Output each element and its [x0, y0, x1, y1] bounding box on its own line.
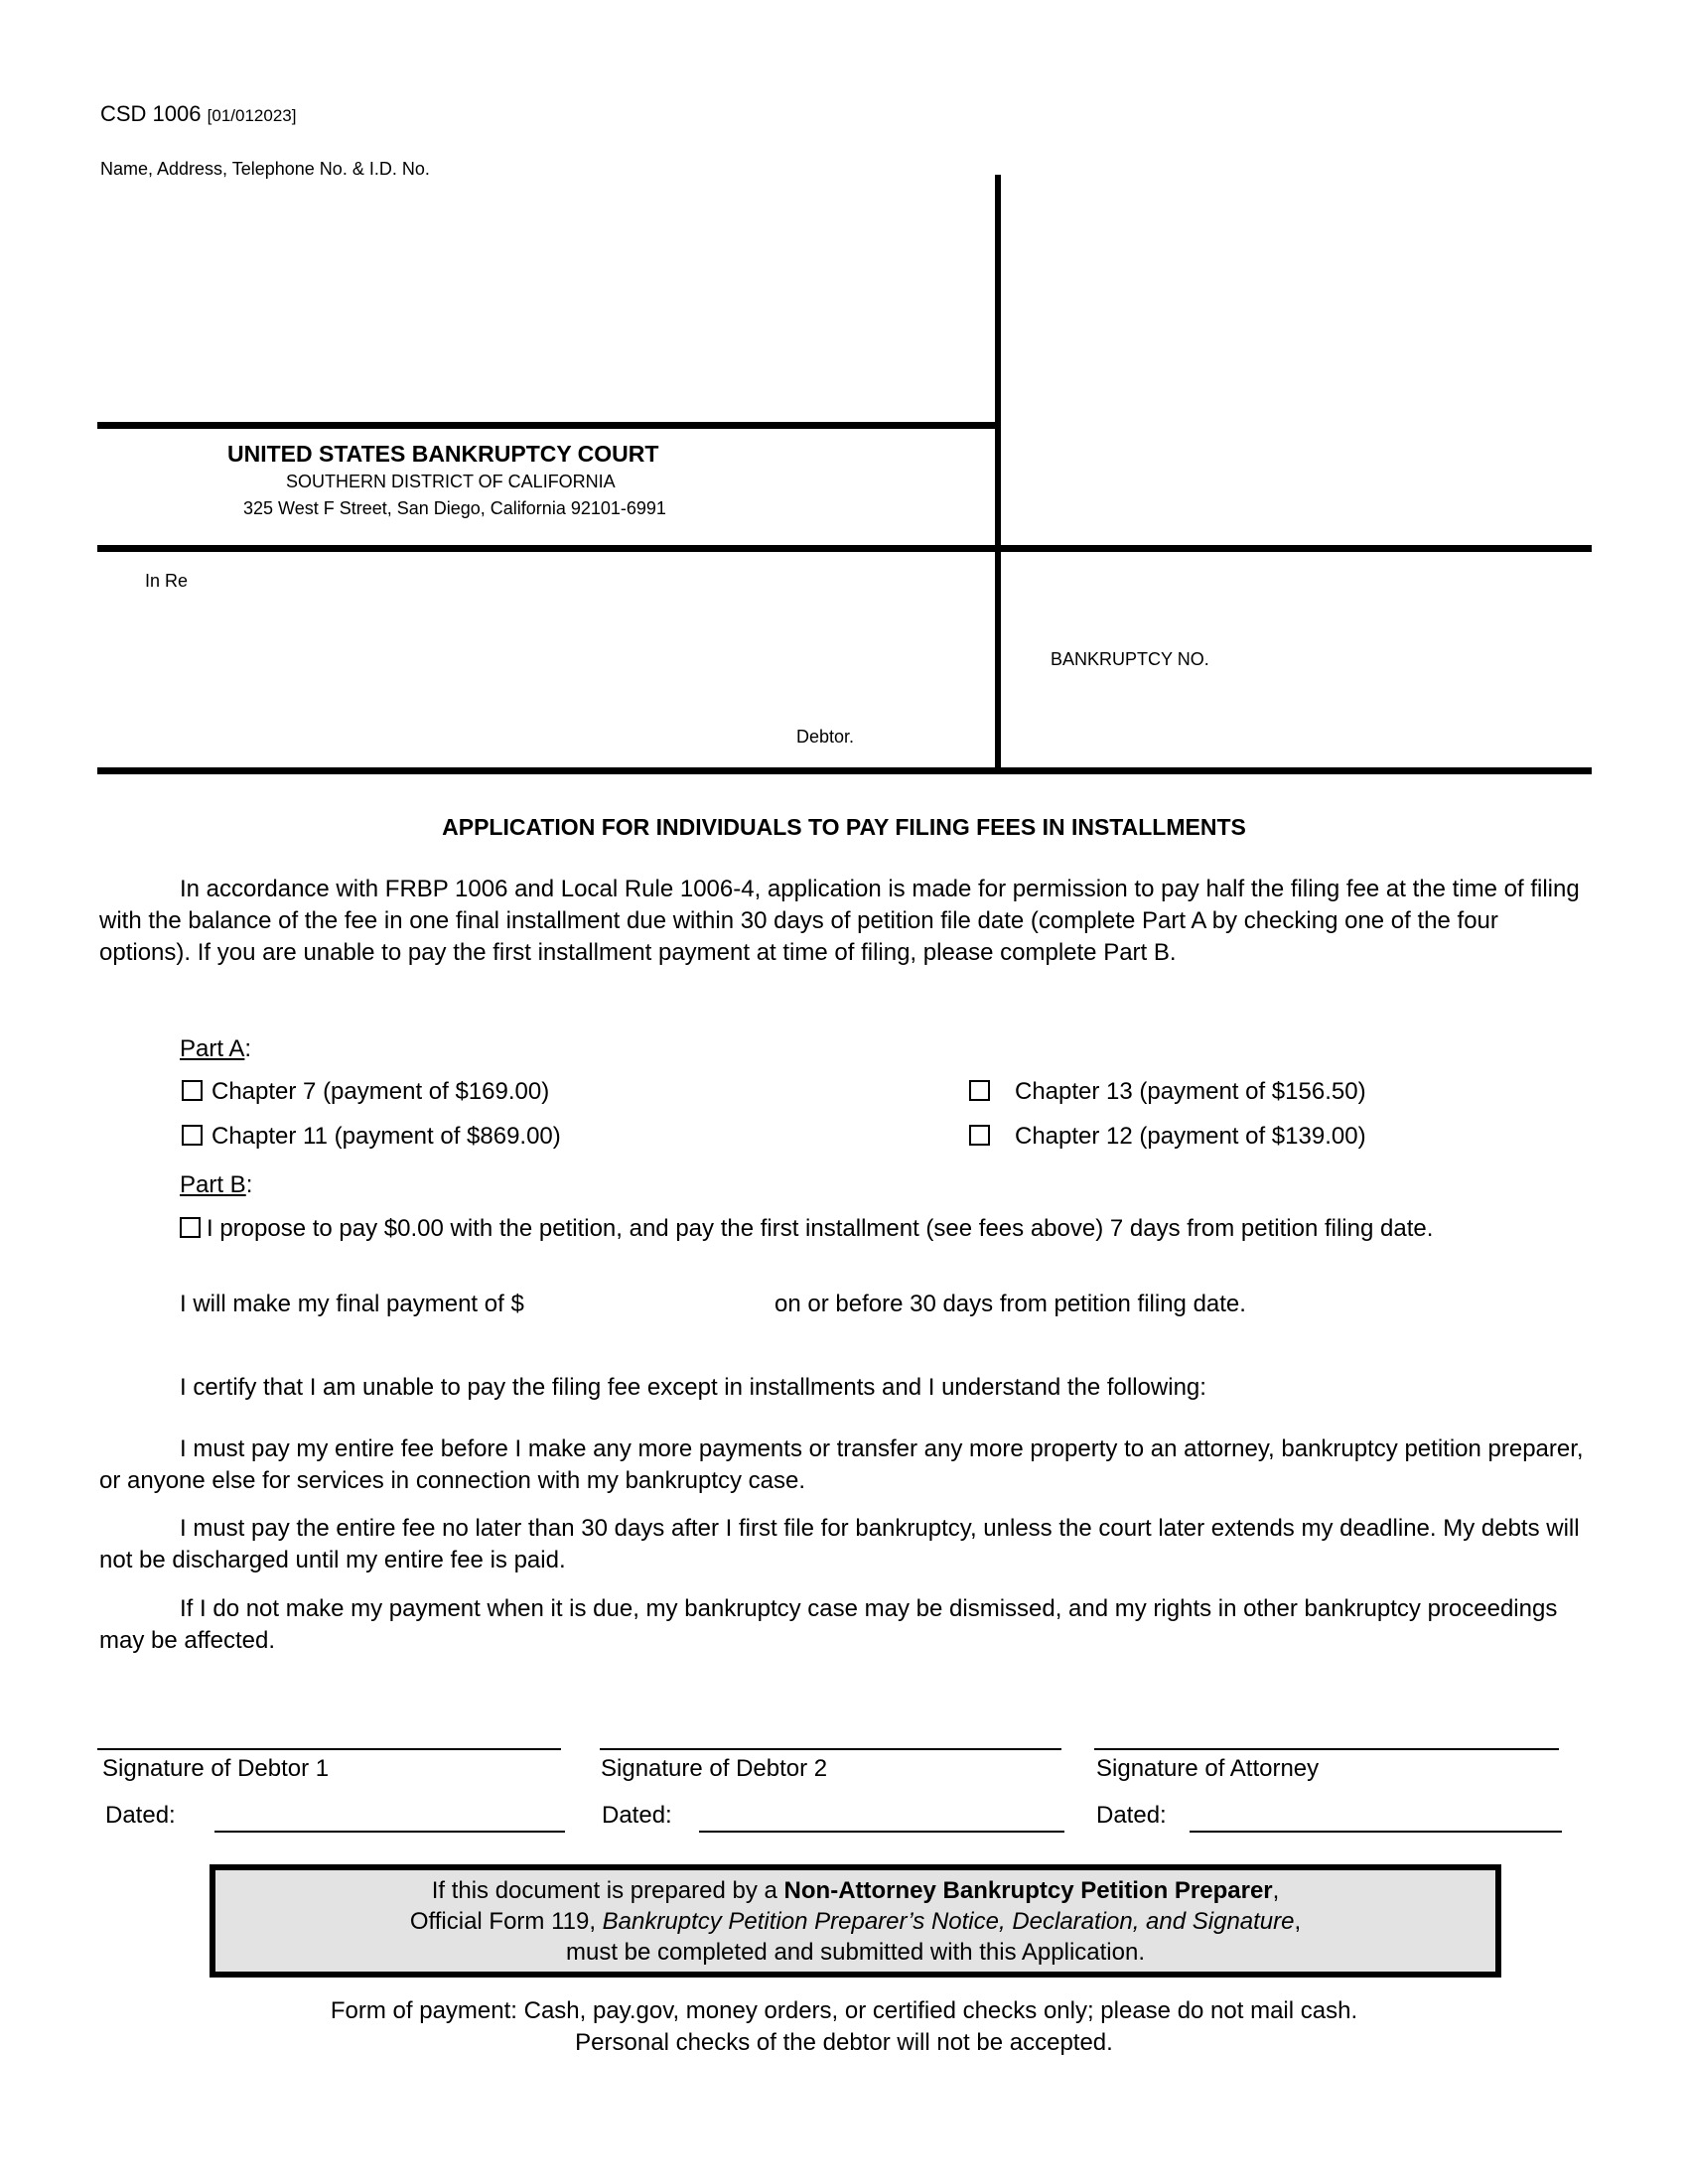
checkbox-chapter-11[interactable] [182, 1125, 203, 1146]
notice-line-2 [215, 1906, 1495, 1937]
part-b-heading: Part B: [180, 1171, 253, 1198]
date-field-attorney[interactable] [1190, 1831, 1562, 1833]
form-id [100, 101, 296, 127]
final-payment-amount-field[interactable] [581, 1291, 765, 1320]
footer-line-2: Personal checks of the debtor will not be accepted. [575, 2029, 1113, 2056]
bankruptcy-number-field[interactable] [1241, 645, 1579, 675]
attorney-info-field[interactable] [99, 189, 973, 412]
payment-footer [0, 1995, 1688, 2059]
caption-rule-top [97, 422, 999, 429]
option-label: Chapter 13 (payment of $156.50) [1015, 1078, 1366, 1105]
name-address-label: Name, Address, Telephone No. & I.D. No. [100, 159, 430, 179]
certification-statement: I must pay my entire fee before I make any more payments or transfer any more property to an attorney, bankruptcy petition preparer, or anyone else for services in connection with my bankruptcy case. [99, 1435, 1584, 1494]
part-a-heading: Part A: [180, 1035, 252, 1062]
caption-rule-bottom [97, 767, 1592, 774]
signature-line-attorney[interactable] [1094, 1748, 1559, 1750]
debtor-name-field[interactable] [145, 601, 959, 720]
signature-label-debtor-1: Signature of Debtor 1 [102, 1755, 330, 1782]
in-re-label: In Re [145, 571, 189, 591]
notice-bold-text: Non-Attorney Bankruptcy Petition Preparer [783, 1877, 1273, 1904]
notice-line-1 [215, 1875, 1495, 1906]
date-field-debtor-2[interactable] [699, 1831, 1064, 1833]
part-a-label: Part A [180, 1035, 245, 1062]
option-label: Chapter 7 (payment of $169.00) [211, 1078, 550, 1105]
notice-italic-text: Bankruptcy Petition Preparer’s Notice, Declaration, and Signature [602, 1908, 1295, 1935]
notice-line-3: must be completed and submitted with this Application. [566, 1939, 1145, 1966]
caption-vertical-divider [995, 175, 1001, 773]
option-label: Chapter 12 (payment of $139.00) [1015, 1123, 1366, 1150]
dated-label-debtor-2: Dated: [602, 1802, 672, 1829]
intro-paragraph: In accordance with FRBP 1006 and Local Rule 1006-4, application is made for permission to pay half the filing fee at the time of filing with the balance of the fee in one final installment due within 30 days of petition file date (complete Part A by checking one of the four options). If you are unable to pay the first installment payment at time of filing, please complete Part B. [99, 876, 1580, 966]
date-field-debtor-1[interactable] [214, 1831, 565, 1833]
option-label: I propose to pay $0.00 with the petition, and pay the first installment (see fees above) 7 days from petition filing date. [207, 1215, 1434, 1242]
dated-label-attorney: Dated: [1096, 1802, 1167, 1829]
certification-intro: I certify that I am unable to pay the filing fee except in installments and I understand the following: [180, 1374, 1206, 1401]
form-number: CSD 1006 [100, 101, 202, 126]
signature-label-debtor-2: Signature of Debtor 2 [601, 1755, 828, 1782]
petition-preparer-notice [210, 1864, 1501, 1978]
notice-text: If this document is prepared by a [431, 1877, 784, 1904]
checkbox-chapter-7[interactable] [182, 1080, 203, 1101]
option-label: Chapter 11 (payment of $869.00) [211, 1123, 561, 1150]
court-use-area [1008, 189, 1584, 536]
court-block [227, 441, 754, 468]
checkbox-chapter-12[interactable] [969, 1125, 990, 1146]
final-payment-prefix: I will make my final payment of $ [180, 1291, 524, 1317]
court-name: UNITED STATES BANKRUPTCY COURT [227, 441, 659, 467]
court-district: SOUTHERN DISTRICT OF CALIFORNIA [286, 472, 616, 491]
document-title: APPLICATION FOR INDIVIDUALS TO PAY FILING FEES IN INSTALLMENTS [442, 814, 1246, 840]
notice-text: , [1272, 1877, 1280, 1904]
checkbox-part-b[interactable] [180, 1217, 201, 1238]
footer-line-1: Form of payment: Cash, pay.gov, money orders, or certified checks only; please do not mail cash. [330, 1997, 1358, 2024]
option-chapter-11[interactable] [182, 1123, 561, 1151]
court-address: 325 West F Street, San Diego, California 92101-6991 [243, 498, 666, 518]
caption-rule-middle [97, 545, 1592, 552]
signature-line-debtor-2[interactable] [600, 1748, 1061, 1750]
option-chapter-7[interactable] [182, 1078, 549, 1106]
option-chapter-13[interactable] [969, 1078, 1366, 1106]
signature-label-attorney: Signature of Attorney [1096, 1755, 1320, 1782]
dated-label-debtor-1: Dated: [105, 1802, 176, 1829]
debtor-label: Debtor. [796, 727, 855, 747]
certification-statement: I must pay the entire fee no later than 30 days after I first file for bankruptcy, unless the court later extends my deadline. My debts will not be discharged until my entire fee is paid. [99, 1515, 1580, 1573]
checkbox-chapter-13[interactable] [969, 1080, 990, 1101]
form-revision: [01/012023] [207, 106, 297, 125]
notice-text: , [1294, 1908, 1302, 1935]
notice-text: Official Form 119, [409, 1908, 603, 1935]
option-chapter-12[interactable] [969, 1123, 1366, 1151]
part-b-label: Part B [180, 1171, 246, 1198]
certification-statement: If I do not make my payment when it is due, my bankruptcy case may be dismissed, and my rights in other bankruptcy proceedings may be affected. [99, 1595, 1558, 1654]
final-payment-suffix: on or before 30 days from petition filing date. [774, 1291, 1246, 1317]
signature-line-debtor-1[interactable] [97, 1748, 561, 1750]
bankruptcy-number-label: BANKRUPTCY NO. [1051, 649, 1209, 669]
option-part-b[interactable] [180, 1215, 1590, 1243]
